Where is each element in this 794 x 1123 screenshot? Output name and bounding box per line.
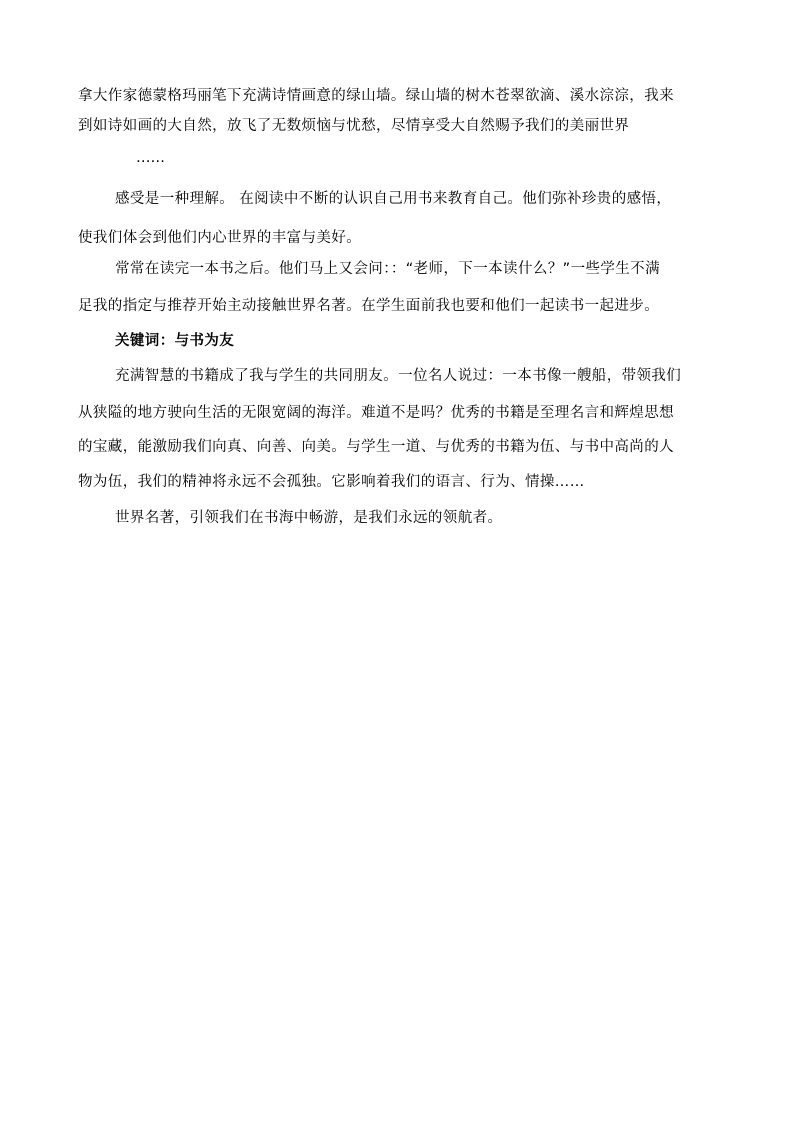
paragraph-line: 物为伍，我们的精神将永远不会孤独。它影响着我们的语言、行为、情操…… <box>78 474 585 490</box>
paragraph-line: 的宝藏，能激励我们向真、向善、向美。与学生一道、与优秀的书籍为伍、与书中高尚的人 <box>78 439 674 455</box>
paragraph-line: 足我的指定与推荐开始主动接触世界名著。在学生面前我也要和他们一起读书一起进步。 <box>78 298 660 314</box>
paragraph-line: 到如诗如画的大自然，放飞了无数烦恼与忧愁，尽情享受大自然赐予我们的美丽世界 <box>78 118 630 134</box>
paragraph-line: 使我们体会到他们内心世界的丰富与美好。 <box>78 230 362 246</box>
ellipsis-line: …… <box>136 150 165 166</box>
section-heading: 关键词：与书为友 <box>115 333 235 349</box>
paragraph-line: 从狭隘的地方驶向生活的无限宽阔的海洋。难道不是吗？优秀的书籍是至理名言和辉煌思想 <box>78 405 674 421</box>
paragraph-line: 感受是一种理解。 在阅读中不断的认识自己用书来教育自己。他们弥补珍贵的感悟， <box>115 191 672 207</box>
paragraph-line: 世界名著，引领我们在书海中畅游，是我们永远的领航者。 <box>115 510 503 526</box>
paragraph-line: 常常在读完一本书之后。他们马上又会问：：“老师，下一本读什么？”一些学生不满 <box>115 261 660 277</box>
paragraph-line: 拿大作家德蒙格玛丽笔下充满诗情画意的绿山墙。绿山墙的树木苍翠欲滴、溪水淙淙，我来 <box>78 88 674 104</box>
paragraph-line: 充满智慧的书籍成了我与学生的共同朋友。一位名人说过：一本书像一艘船，带领我们 <box>115 368 682 384</box>
